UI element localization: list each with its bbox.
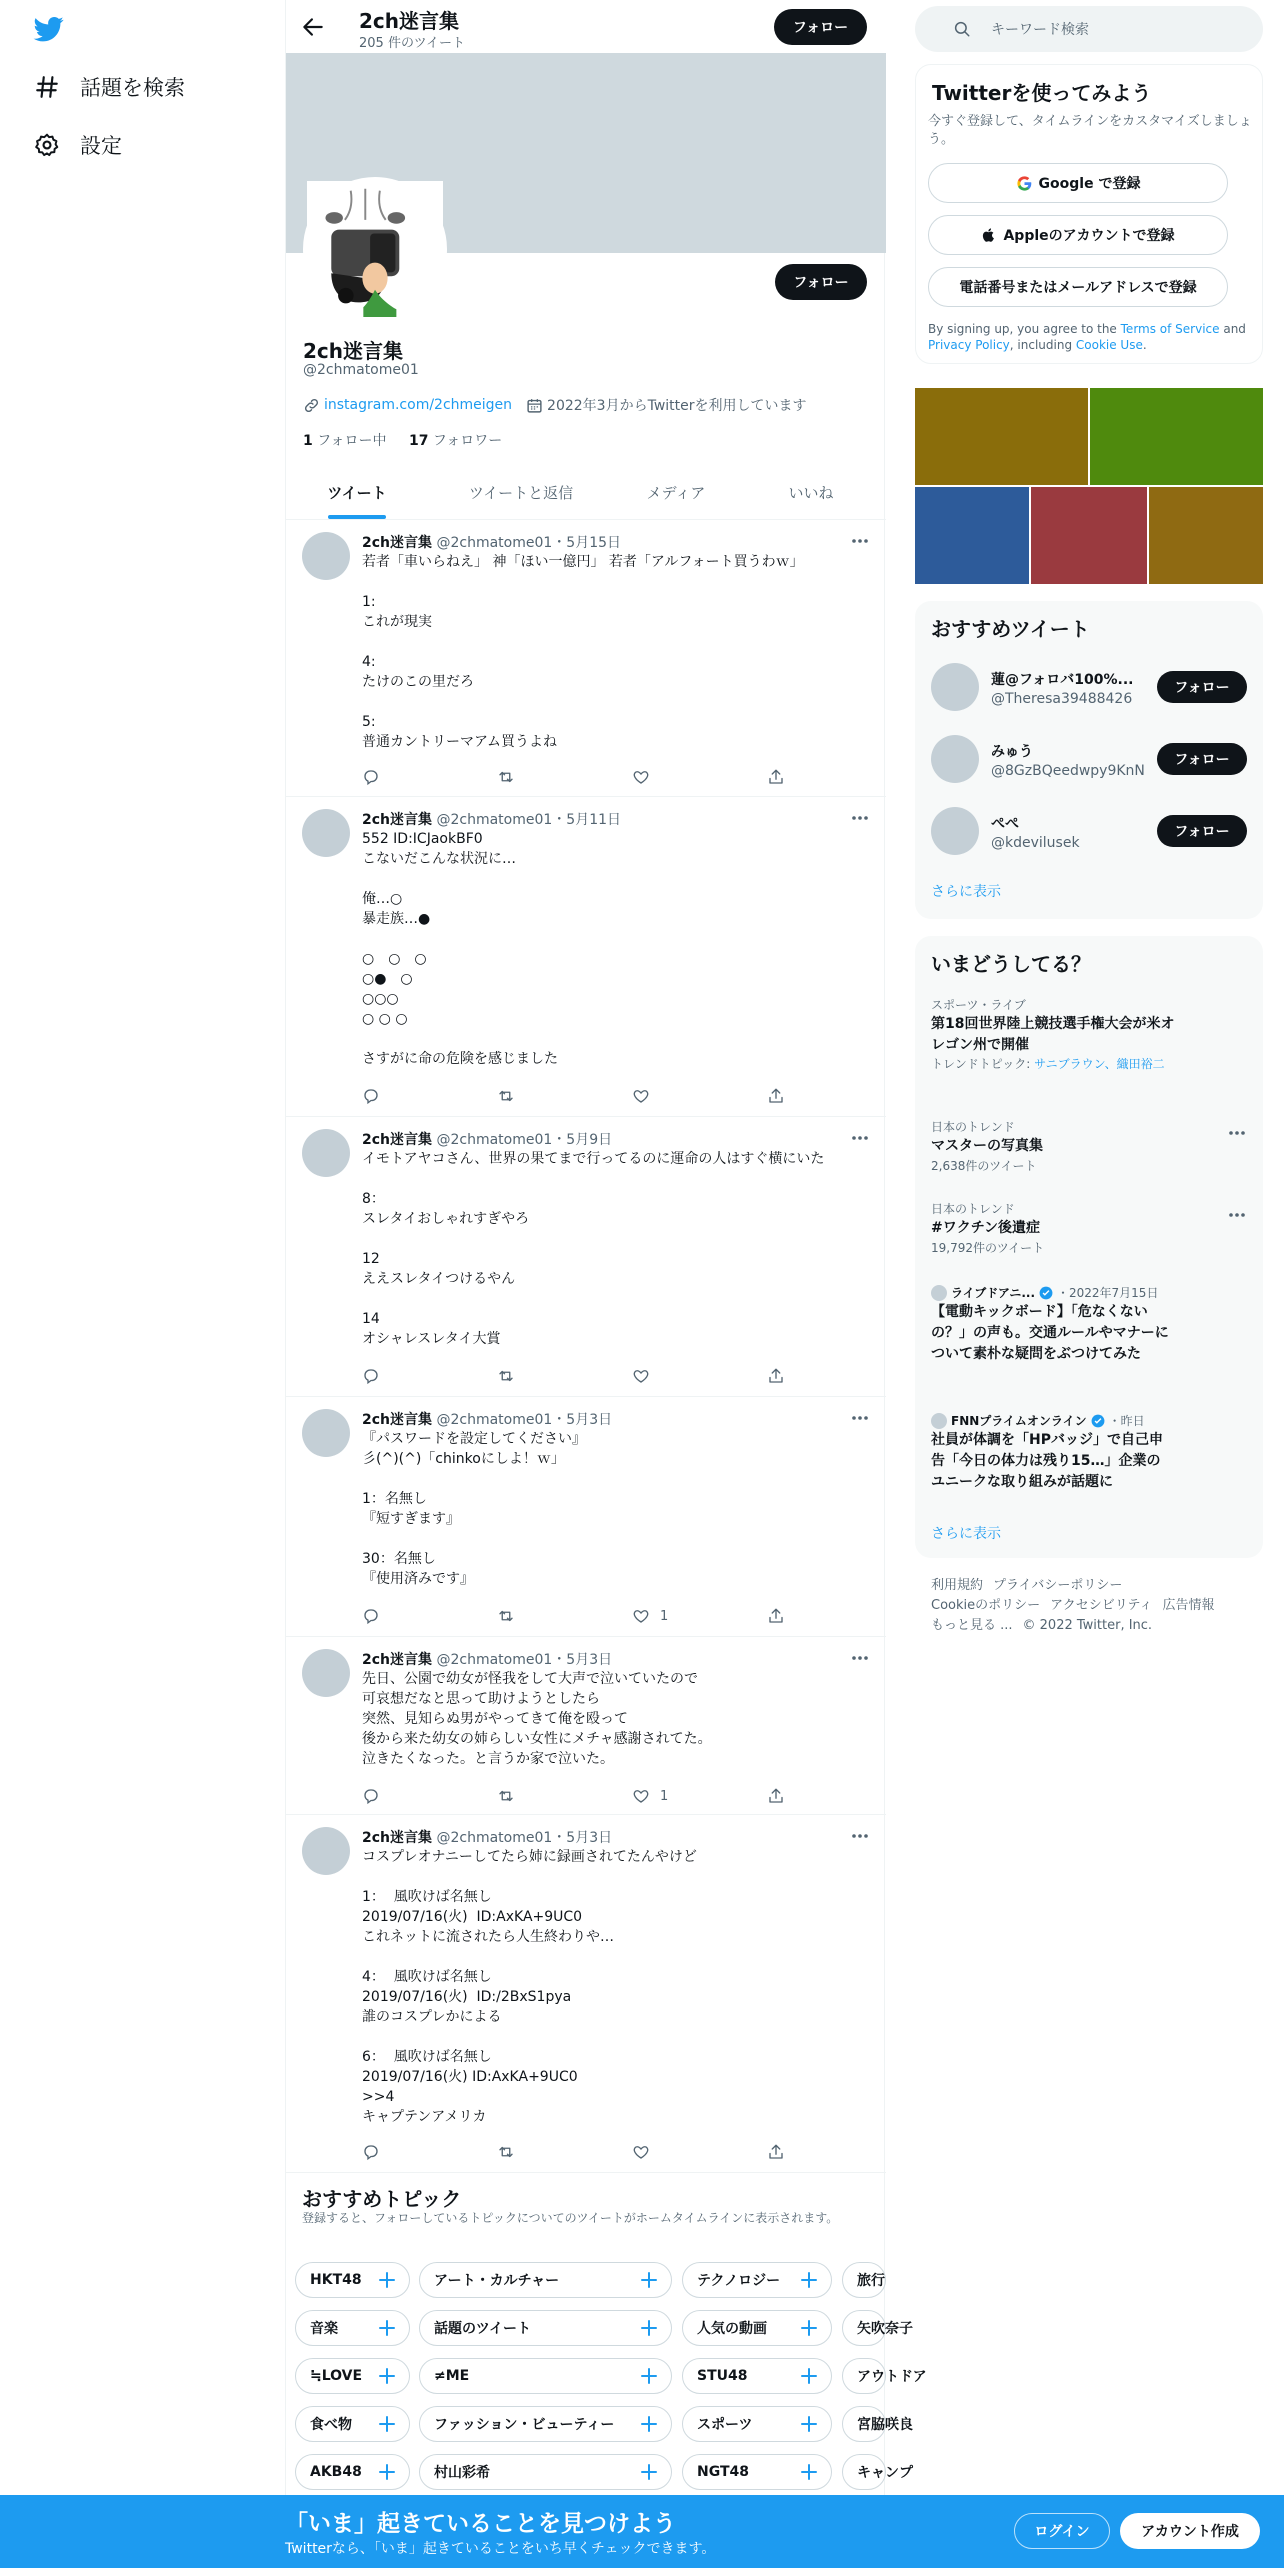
footer-accessibility[interactable]: アクセシビリティ xyxy=(1050,1598,1153,1613)
like-button[interactable] xyxy=(632,768,660,786)
tweet-author-name[interactable]: 2ch迷言集 xyxy=(362,812,433,828)
more-options-icon[interactable] xyxy=(850,811,870,827)
tweet-header xyxy=(362,1409,612,1429)
tweet-avatar[interactable] xyxy=(302,809,350,857)
topic-chip[interactable] xyxy=(295,2262,410,2298)
footer-copyright: © 2022 Twitter, Inc. xyxy=(1022,1618,1153,1633)
trends-card xyxy=(915,936,1263,1558)
trend-context: スポーツ・ライブ xyxy=(931,998,1026,1012)
profile-top-bar xyxy=(286,0,886,53)
active-tab-indicator xyxy=(328,515,386,519)
footer-links xyxy=(931,1576,1241,1636)
tweet-text: 『パスワードを設定してください』 彡(^)(^)「chinkoにしよ！ｗ」 1：名無し 『短すぎます』 30：名無し 『使用済みです』 xyxy=(362,1431,586,1587)
media-photo[interactable] xyxy=(1031,487,1147,584)
reply-icon xyxy=(362,768,380,786)
tweet-avatar[interactable] xyxy=(302,1827,350,1875)
right-sidebar xyxy=(885,0,1284,2568)
media-grid xyxy=(915,388,1263,584)
recommended-show-more[interactable]: さらに表示 xyxy=(931,884,1001,900)
apple-icon xyxy=(981,227,997,243)
trend-item[interactable] xyxy=(931,1118,1251,1175)
more-options-icon[interactable] xyxy=(1227,1208,1247,1222)
like-count: 1 xyxy=(660,1608,669,1624)
media-photo[interactable] xyxy=(1149,487,1263,584)
tweet-text: 552 ID:ICJaokBF0 こないだこんな状況に… 俺…○ 暴走族…● ○ ○ ○ ○● ○ ○○○ ○ ○ ○ さすがに命の危険を感じました xyxy=(362,831,558,1067)
user-name: 蓮@フォロバ100%... xyxy=(991,672,1134,688)
footer-more[interactable]: もっと見る ... xyxy=(931,1618,1013,1633)
signup-subtitle: 今すぐ登録して、タイムラインをカスタマイズしましょう。 xyxy=(928,114,1252,147)
media-photo[interactable] xyxy=(915,487,1029,584)
recommended-title: おすすめツイート xyxy=(931,617,1090,641)
reply-icon xyxy=(362,1087,380,1105)
footer-cookie[interactable]: Cookieのポリシー xyxy=(931,1598,1041,1613)
tweet-actions xyxy=(362,1367,782,1387)
tweet-text: 先日、公園で幼女が怪我をして大声で泣いていたので 可哀想だなと思って助けようとしたら 突然、見知らぬ男がやってきて俺を殴って 後から来た幼女の姉らしい女性にメチャ感謝されてた。 泣きたくなった。と言うか家で泣いた。 xyxy=(362,1671,712,1767)
trend-title: マスターの写真集 xyxy=(931,1138,1043,1154)
tweet-meta: @2chmatome01・5月3日 xyxy=(436,1412,613,1428)
news-source-name: FNNプライムオンライン xyxy=(951,1414,1087,1428)
heart-icon xyxy=(632,1607,650,1625)
topic-chip[interactable] xyxy=(295,2406,410,2442)
trend-count: 2,638件のツイート xyxy=(931,1159,1037,1173)
reply-icon xyxy=(362,1367,380,1385)
nav-settings[interactable] xyxy=(34,130,122,160)
apple-signup-button[interactable] xyxy=(928,215,1228,255)
tweet[interactable] xyxy=(286,520,886,797)
tab-tweets-replies-label: ツイートと返信 xyxy=(468,484,574,502)
like-button[interactable] xyxy=(632,2143,660,2161)
tweet[interactable] xyxy=(286,1397,886,1637)
news-time: ・2022年7月15日 xyxy=(1057,1286,1159,1300)
profile-follow-button[interactable]: フォロー xyxy=(775,264,867,300)
topics-title: おすすめトピック xyxy=(302,2187,462,2211)
heart-icon xyxy=(632,1787,650,1805)
heart-icon xyxy=(632,1367,650,1385)
more-options-icon[interactable] xyxy=(850,1651,870,1667)
tweet[interactable] xyxy=(286,1637,886,1815)
twitter-logo-icon[interactable] xyxy=(34,14,64,44)
profile-name: 2ch迷言集 xyxy=(303,339,404,363)
tweet-avatar[interactable] xyxy=(302,532,350,580)
tab-media-label: メディア xyxy=(646,484,706,502)
retweet-button[interactable] xyxy=(497,1787,515,1805)
topic-label: スポーツ xyxy=(697,2417,753,2433)
profile-handle: @2chmatome01 xyxy=(303,362,419,378)
topic-label: 話題のツイート xyxy=(434,2321,532,2337)
profile-meta xyxy=(303,395,807,415)
plus-icon xyxy=(639,2318,659,2338)
following-count: 1 xyxy=(303,433,313,449)
user-handle: @Theresa39488426 xyxy=(991,691,1133,707)
trend-context: 日本のトレンド xyxy=(931,1202,1015,1216)
tweet-avatar[interactable] xyxy=(302,1409,350,1457)
tweet-header xyxy=(362,1649,612,1669)
reply-icon xyxy=(362,1787,380,1805)
tweet[interactable] xyxy=(286,1815,886,2173)
tab-likes-label: いいね xyxy=(788,484,834,502)
topic-chip[interactable] xyxy=(419,2310,672,2346)
topic-chip[interactable] xyxy=(682,2454,832,2490)
heart-icon xyxy=(632,768,650,786)
follow-button[interactable]: フォロー xyxy=(1157,815,1247,847)
terms-and: and xyxy=(1219,322,1246,336)
tweet-header xyxy=(362,1129,612,1149)
followers-count: 17 xyxy=(408,433,429,449)
plus-icon xyxy=(799,2270,819,2290)
user-avatar[interactable] xyxy=(931,807,979,855)
nav-explore[interactable] xyxy=(34,72,185,102)
heart-icon xyxy=(632,1087,650,1105)
news-time: ・昨日 xyxy=(1108,1414,1145,1428)
topic-label: ファッション・ビューティー xyxy=(434,2417,615,2433)
news-title: 社員が体調を「HPバッジ」で自己申告「今日の体力は残り15…」企業のユニークな取り組みが話題に xyxy=(931,1432,1163,1490)
bottom-bar-title: 「いま」起きていることを見つけよう xyxy=(285,2511,676,2537)
profile-avatar[interactable] xyxy=(303,177,447,321)
login-button[interactable]: ログイン xyxy=(1014,2513,1110,2549)
retweet-icon xyxy=(497,1787,515,1805)
tweet-text: イモトアヤコさん、世界の果てまで行ってるのに運命の人はすぐ横にいた 8： スレタイおしゃれすぎやろ 12 ええスレタイつけるやん 14 オシャレスレタイ大賞 xyxy=(362,1151,825,1347)
topic-chip[interactable] xyxy=(842,2310,913,2346)
topic-chip[interactable] xyxy=(682,2358,832,2394)
share-icon xyxy=(767,1367,785,1385)
bottom-signup-bar xyxy=(0,2495,1284,2568)
follow-button[interactable]: フォロー xyxy=(1157,671,1247,703)
left-navigation xyxy=(0,0,285,2568)
topic-chip[interactable] xyxy=(842,2262,886,2298)
like-button[interactable] xyxy=(632,1087,660,1105)
topic-label: 食べ物 xyxy=(310,2417,352,2433)
retweet-icon xyxy=(497,2143,515,2161)
topic-label: 音楽 xyxy=(310,2321,338,2337)
main-column xyxy=(285,0,927,2568)
tweet[interactable] xyxy=(286,1117,886,1397)
news-avatar xyxy=(931,1413,947,1429)
tweet-text: コスプレオナニーしてたら姉に録画されてたんやけど 1： 風吹けば名無し 2019/07/16(火) ID:AxKA+9UC0 これネットに流されたら人生終わりや… 4： 風吹けば名無し 2019/07/16(火) ID:/2BxS1pya 誰のコスプレかによる 6： 風吹けば名無し 2019/07/16(火) ID:AxKA+9UC0 >>4 キャプテンアメリカ xyxy=(362,1849,697,2125)
tweet-meta: @2chmatome01・5月3日 xyxy=(436,1652,613,1668)
news-avatar xyxy=(931,1285,947,1301)
user-handle: @8GzBQeedwpy9KnN xyxy=(991,763,1145,779)
phone-email-signup-button[interactable]: 電話番号またはメールアドレスで登録 xyxy=(928,267,1228,307)
tab-tweets-label: ツイート xyxy=(327,484,387,502)
user-name: みゅう xyxy=(991,744,1033,760)
topic-label: アート・カルチャー xyxy=(434,2273,560,2289)
reply-button[interactable] xyxy=(362,1787,380,1805)
trends-title: いまどうしてる？ xyxy=(931,952,1091,976)
nav-settings-label: 設定 xyxy=(80,134,122,158)
plus-icon xyxy=(639,2366,659,2386)
trend-item[interactable] xyxy=(931,1200,1251,1257)
media-photo[interactable] xyxy=(1090,388,1263,485)
tweet-header xyxy=(362,532,621,552)
footer-ads[interactable]: 広告情報 xyxy=(1162,1598,1215,1613)
tweet-meta: @2chmatome01・5月3日 xyxy=(436,1830,613,1846)
retweet-icon xyxy=(497,1607,515,1625)
retweet-icon xyxy=(497,1367,515,1385)
news-source xyxy=(931,1412,1171,1430)
tweet-author-name[interactable]: 2ch迷言集 xyxy=(362,1830,433,1846)
verified-badge-icon xyxy=(1039,1286,1053,1300)
tweet-author-name[interactable]: 2ch迷言集 xyxy=(362,535,433,551)
verified-badge-icon xyxy=(1091,1414,1105,1428)
plus-icon xyxy=(377,2414,397,2434)
tweet-actions xyxy=(362,1787,782,1807)
news-source xyxy=(931,1284,1171,1302)
news-item[interactable] xyxy=(931,1412,1171,1493)
topic-chip[interactable] xyxy=(419,2406,672,2442)
retweet-button[interactable] xyxy=(497,1087,515,1105)
followers-label: フォロワー xyxy=(432,433,503,449)
tweet-author-name[interactable]: 2ch迷言集 xyxy=(362,1652,433,1668)
topic-chip[interactable] xyxy=(295,2454,410,2490)
plus-icon xyxy=(799,2366,819,2386)
more-options-icon[interactable] xyxy=(850,1411,870,1427)
google-signup-button[interactable] xyxy=(928,163,1228,203)
terms-of-service-link[interactable]: Terms of Service xyxy=(1120,322,1220,336)
topic-chip[interactable] xyxy=(682,2310,832,2346)
nav-explore-label: 話題を検索 xyxy=(80,76,185,100)
plus-icon xyxy=(377,2462,397,2482)
like-button[interactable] xyxy=(632,1367,660,1385)
topic-label: テクノロジー xyxy=(697,2273,781,2289)
tweet-actions xyxy=(362,1087,782,1107)
terms-including: , including xyxy=(1009,338,1076,352)
apple-signup-label: Appleのアカウントで登録 xyxy=(1003,228,1175,244)
tab-likes[interactable] xyxy=(761,465,861,520)
share-button[interactable] xyxy=(767,2143,785,2161)
bottom-bar-subtitle: Twitterなら、「いま」起きていることをいち早くチェックできます。 xyxy=(285,2541,716,2557)
topic-label: STU48 xyxy=(697,2368,748,2384)
reply-icon xyxy=(362,2143,380,2161)
signup-card xyxy=(915,64,1263,364)
user-name: ぺぺ xyxy=(991,816,1019,832)
terms-end: . xyxy=(1142,338,1147,352)
reply-button[interactable] xyxy=(362,1607,380,1625)
like-button[interactable] xyxy=(632,1787,668,1805)
topic-label: キャンプ xyxy=(857,2465,913,2481)
footer-privacy[interactable]: プライバシーポリシー xyxy=(993,1578,1123,1593)
tweet-count: 205 件のツイート xyxy=(359,36,466,51)
topic-label: 矢吹奈子 xyxy=(857,2321,913,2337)
heart-icon xyxy=(632,2143,650,2161)
user-avatar[interactable] xyxy=(931,735,979,783)
tweet[interactable] xyxy=(286,797,886,1117)
more-options-icon[interactable] xyxy=(1227,1126,1247,1140)
trend-topics xyxy=(931,1056,1181,1072)
retweet-button[interactable] xyxy=(497,2143,515,2161)
recommended-user[interactable] xyxy=(931,659,1261,719)
profile-follow-stats xyxy=(303,430,502,450)
back-arrow-icon[interactable] xyxy=(300,14,326,40)
more-options-icon[interactable] xyxy=(850,534,870,550)
topic-label: NGT48 xyxy=(697,2464,749,2480)
topic-chip[interactable] xyxy=(842,2454,913,2490)
retweet-button[interactable] xyxy=(497,1367,515,1385)
privacy-policy-link[interactable]: Privacy Policy xyxy=(928,338,1010,352)
link-icon xyxy=(303,397,320,414)
share-button[interactable] xyxy=(767,1607,785,1625)
topic-label: ≠ME xyxy=(434,2368,470,2384)
topic-label: HKT48 xyxy=(310,2272,362,2288)
topic-chip[interactable] xyxy=(842,2406,913,2442)
tweet-header xyxy=(362,809,621,829)
topic-chip[interactable] xyxy=(419,2262,672,2298)
gear-icon xyxy=(34,132,60,158)
topic-label: 村山彩希 xyxy=(434,2465,490,2481)
tweet-meta: @2chmatome01・5月9日 xyxy=(436,1132,613,1148)
tweet-actions xyxy=(362,1607,782,1627)
retweet-icon xyxy=(497,768,515,786)
profile-joined: 2022年3月からTwitterを利用しています xyxy=(547,398,807,414)
topic-chip[interactable] xyxy=(295,2310,410,2346)
share-icon xyxy=(767,1607,785,1625)
recommended-user[interactable] xyxy=(931,803,1261,863)
share-button[interactable] xyxy=(767,1367,785,1385)
reply-button[interactable] xyxy=(362,768,380,786)
followers-link[interactable] xyxy=(409,433,502,449)
tab-tweets-replies[interactable] xyxy=(446,465,596,520)
trend-count: 19,792件のツイート xyxy=(931,1241,1045,1255)
google-signup-label: Google で登録 xyxy=(1038,176,1141,192)
share-icon xyxy=(767,1087,785,1105)
plus-icon xyxy=(799,2414,819,2434)
following-label: フォロー中 xyxy=(317,433,387,449)
retweet-button[interactable] xyxy=(497,768,515,786)
topic-chip[interactable] xyxy=(682,2406,832,2442)
more-options-icon[interactable] xyxy=(850,1131,870,1147)
search-placeholder: キーワード検索 xyxy=(991,22,1089,38)
topic-chip[interactable] xyxy=(295,2358,410,2394)
topic-label: 旅行 xyxy=(857,2273,885,2289)
trend-topics-label: トレンドトピック: xyxy=(931,1057,1035,1071)
tweet-meta: @2chmatome01・5月15日 xyxy=(436,535,622,551)
tweet-author-name[interactable]: 2ch迷言集 xyxy=(362,1132,433,1148)
calendar-icon xyxy=(526,397,543,414)
share-button[interactable] xyxy=(767,1087,785,1105)
header-title: 2ch迷言集 xyxy=(359,9,460,33)
share-button[interactable] xyxy=(767,1787,785,1805)
tweet-author-name[interactable]: 2ch迷言集 xyxy=(362,1412,433,1428)
user-handle: @kdevilusek xyxy=(991,835,1080,851)
cookie-use-link[interactable]: Cookie Use xyxy=(1075,338,1143,352)
search-icon xyxy=(935,20,971,38)
tweet-avatar[interactable] xyxy=(302,1129,350,1177)
reply-button[interactable] xyxy=(362,1087,380,1105)
tweet-actions xyxy=(362,2143,782,2163)
topic-label: 宮脇咲良 xyxy=(857,2417,913,2433)
terms-prefix: By signing up, you agree to the xyxy=(928,322,1121,336)
profile-tabs xyxy=(286,465,886,520)
trend-title: #ワクチン後遺症 xyxy=(931,1220,1041,1236)
signup-title: Twitterを使ってみよう xyxy=(932,81,1152,105)
retweet-button[interactable] xyxy=(497,1607,515,1625)
tweet-header xyxy=(362,1827,612,1847)
media-photo[interactable] xyxy=(915,388,1088,485)
trend-item[interactable] xyxy=(931,996,1181,1072)
tweet-avatar[interactable] xyxy=(302,1649,350,1697)
topic-label: アウトドア xyxy=(857,2369,927,2385)
follow-button[interactable]: フォロー xyxy=(1157,743,1247,775)
plus-icon xyxy=(639,2270,659,2290)
share-icon xyxy=(767,2143,785,2161)
profile-link[interactable]: instagram.com/2chmeigen xyxy=(324,397,513,413)
plus-icon xyxy=(639,2414,659,2434)
like-count: 1 xyxy=(660,1788,669,1804)
topic-label: ≒LOVE xyxy=(310,2368,363,2384)
plus-icon xyxy=(377,2318,397,2338)
retweet-icon xyxy=(497,1087,515,1105)
news-title: 【電動キックボード】「危なくないの？」の声も。交通ルールやマナーについて素朴な疑問をぶつけてみた xyxy=(931,1304,1169,1362)
reply-button[interactable] xyxy=(362,1367,380,1385)
topic-chip[interactable] xyxy=(419,2454,672,2490)
plus-icon xyxy=(799,2318,819,2338)
following-link[interactable] xyxy=(303,433,387,449)
google-icon xyxy=(1016,175,1033,192)
header-follow-button[interactable]: フォロー xyxy=(774,9,867,45)
reply-button[interactable] xyxy=(362,2143,380,2161)
recommended-user[interactable] xyxy=(931,731,1261,791)
hashtag-icon xyxy=(34,74,60,100)
news-item[interactable] xyxy=(931,1284,1171,1365)
plus-icon xyxy=(377,2366,397,2386)
reply-icon xyxy=(362,1607,380,1625)
topic-chip[interactable] xyxy=(842,2358,927,2394)
tab-media[interactable] xyxy=(626,465,726,520)
tweet-text: 若者「車いらねえ」 神「ほい一億円」 若者「アルフォート買うわｗ」 1: これが現実 4: たけのこの里だろ 5: 普通カントリーマアム買うよね xyxy=(362,554,804,750)
tweet-meta: @2chmatome01・5月11日 xyxy=(436,812,622,828)
topics-subtitle: 登録すると、フォローしているトピックについてのツイートがホームタイムラインに表示されます。 xyxy=(302,2211,839,2225)
footer-terms[interactable]: 利用規約 xyxy=(931,1578,984,1593)
plus-icon xyxy=(799,2462,819,2482)
trends-show-more[interactable]: さらに表示 xyxy=(931,1526,1001,1542)
trend-title: 第18回世界陸上競技選手権大会が米オレゴン州で開催 xyxy=(931,1016,1175,1053)
search-input[interactable] xyxy=(915,6,1263,52)
like-button[interactable] xyxy=(632,1607,668,1625)
topic-chip[interactable] xyxy=(419,2358,672,2394)
share-icon xyxy=(767,768,785,786)
topic-chip[interactable] xyxy=(682,2262,832,2298)
plus-icon xyxy=(377,2270,397,2290)
signup-button[interactable]: アカウント作成 xyxy=(1120,2513,1260,2549)
trend-topic-links[interactable]: サニブラウン、織田裕二 xyxy=(1034,1057,1165,1071)
more-options-icon[interactable] xyxy=(850,1829,870,1845)
plus-icon xyxy=(639,2462,659,2482)
news-source-name: ライブドアニ... xyxy=(951,1286,1035,1300)
tweet-actions xyxy=(362,768,782,788)
topic-label: AKB48 xyxy=(310,2464,362,2480)
signup-terms xyxy=(928,321,1253,353)
trend-context: 日本のトレンド xyxy=(931,1120,1015,1134)
share-button[interactable] xyxy=(767,768,785,786)
share-icon xyxy=(767,1787,785,1805)
user-avatar[interactable] xyxy=(931,663,979,711)
topic-label: 人気の動画 xyxy=(697,2321,767,2337)
tab-tweets[interactable] xyxy=(302,465,412,520)
recommended-tweets-card xyxy=(915,601,1263,919)
